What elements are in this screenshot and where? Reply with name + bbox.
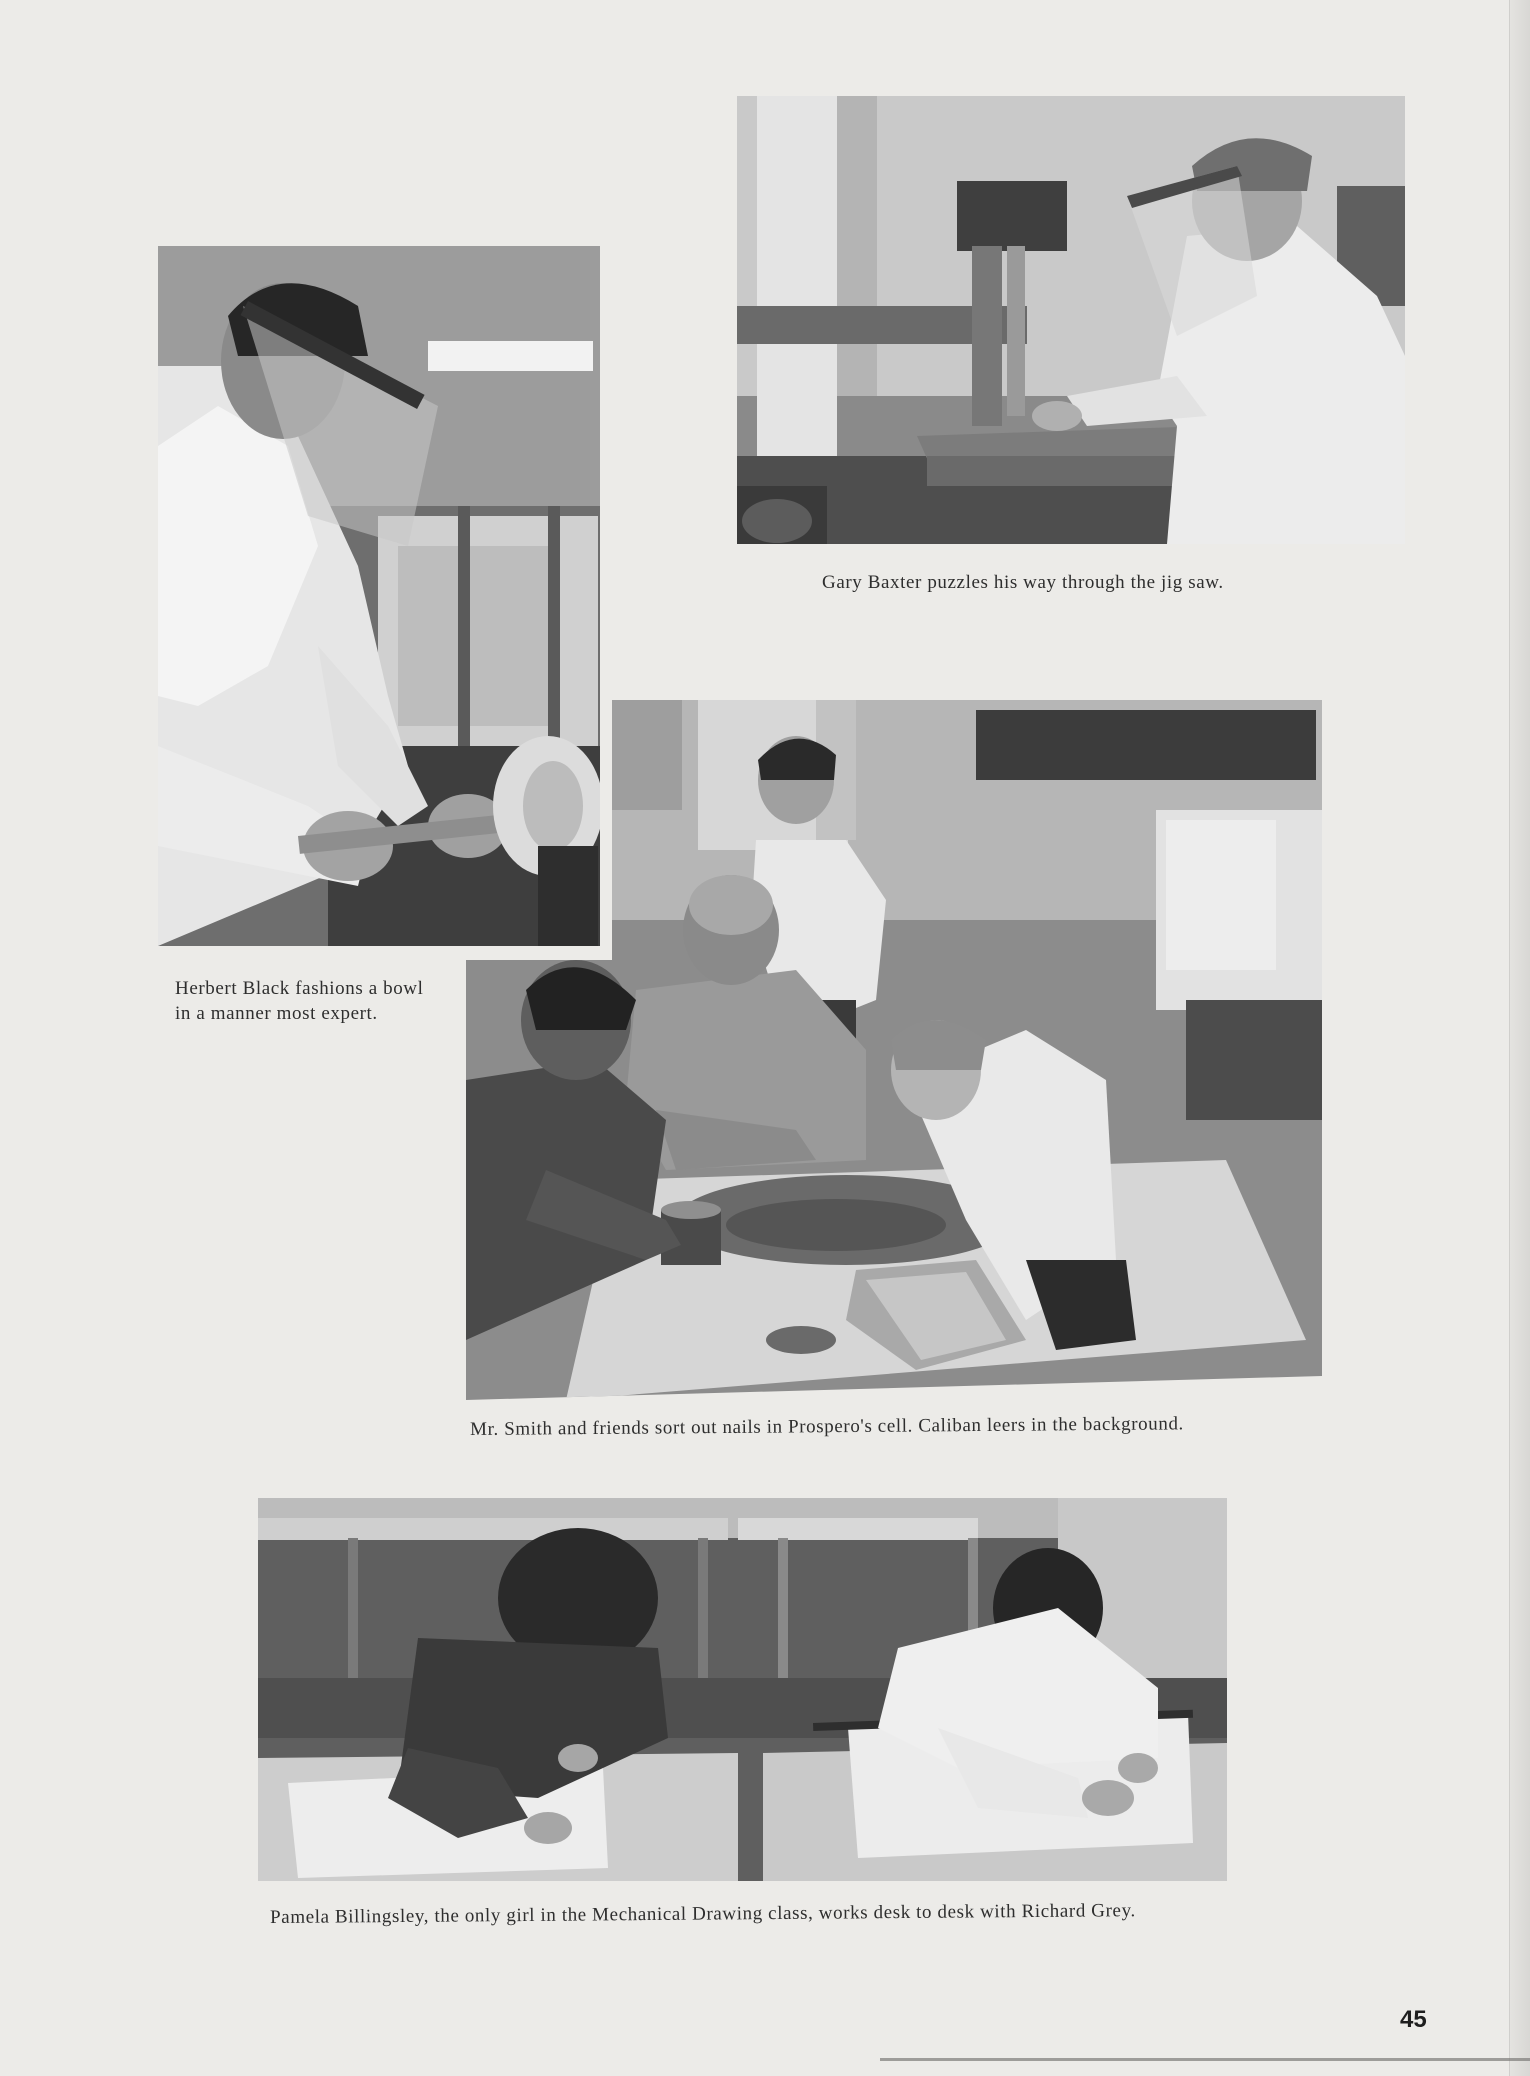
photo-nail-sorting (466, 700, 1322, 1400)
caption-nails: Mr. Smith and friends sort out nails in Prospero's cell. Caliban leers in the background. (470, 1413, 1184, 1440)
caption-lathe: Herbert Black fashions a bowl in a manner most expert. (175, 978, 424, 1024)
page-edge (1509, 0, 1530, 2076)
caption-drawing: Pamela Billingsley, the only girl in the Mechanical Drawing class, works desk to desk with Richard Grey. (270, 1900, 1136, 1928)
photo-mechanical-drawing (258, 1498, 1227, 1881)
caption-jigsaw: Gary Baxter puzzles his way through the jig saw. (822, 572, 1224, 593)
page-number: 45 (1400, 2006, 1427, 2033)
photo-jig-saw (737, 96, 1405, 544)
bottom-rule (880, 2058, 1530, 2061)
